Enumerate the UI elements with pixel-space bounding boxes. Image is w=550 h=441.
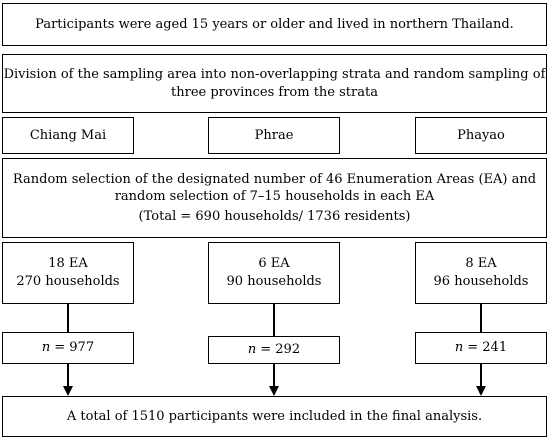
n-box-chiang-mai [2, 332, 134, 364]
division-text-line1: Division of the sampling area into non-overlapping strata and random sampling of [3, 66, 546, 82]
ea-box-phrae [208, 242, 340, 304]
n-box-phrae [208, 336, 340, 364]
selection-box [2, 158, 547, 238]
division-box [2, 54, 547, 113]
arrow-shaft [67, 364, 69, 388]
participants-box [2, 3, 547, 46]
ea-households: 96 households [433, 274, 529, 289]
participants-text: Participants were aged 15 years or older and lived in northern Thailand. [35, 16, 514, 32]
ea-box-chiang-mai [2, 242, 134, 304]
n-box-phayao [415, 332, 547, 364]
division-text-line2: three provinces from the strata [171, 84, 378, 100]
connector-line [273, 304, 275, 336]
n-value: = 241 [467, 340, 508, 356]
n-value: = 292 [260, 342, 301, 358]
arrow-down-icon [63, 386, 73, 396]
province-box-phrae [208, 117, 340, 154]
n-value: = 977 [54, 340, 95, 356]
arrow-shaft [273, 364, 275, 388]
province-label: Phrae [254, 127, 294, 143]
connector-line [480, 304, 482, 332]
arrow-shaft [480, 364, 482, 388]
province-label: Chiang Mai [29, 127, 107, 143]
n-symbol: n [247, 342, 257, 358]
ea-count: 6 EA [258, 256, 290, 272]
selection-total: (Total = 690 households/ 1736 residents) [138, 208, 411, 224]
arrow-down-icon [476, 386, 486, 396]
ea-box-phayao [415, 242, 547, 304]
n-symbol: n [454, 340, 464, 356]
ea-households: 270 households [16, 274, 120, 289]
ea-count: 18 EA [48, 256, 88, 272]
final-box [2, 396, 547, 437]
province-label: Phayao [457, 127, 505, 143]
province-box-phayao [415, 117, 547, 154]
final-text: A total of 1510 participants were included in the final analysis. [66, 408, 483, 424]
selection-text-line1: Random selection of the designated number of 46 Enumeration Areas (EA) and [12, 171, 537, 187]
connector-line [67, 304, 69, 332]
arrow-down-icon [269, 386, 279, 396]
province-box-chiang-mai [2, 117, 134, 154]
ea-count: 8 EA [465, 256, 497, 272]
selection-text-line2: random selection of 7–15 households in each EA [114, 189, 435, 205]
ea-households: 90 households [226, 274, 322, 289]
n-symbol: n [41, 340, 51, 356]
